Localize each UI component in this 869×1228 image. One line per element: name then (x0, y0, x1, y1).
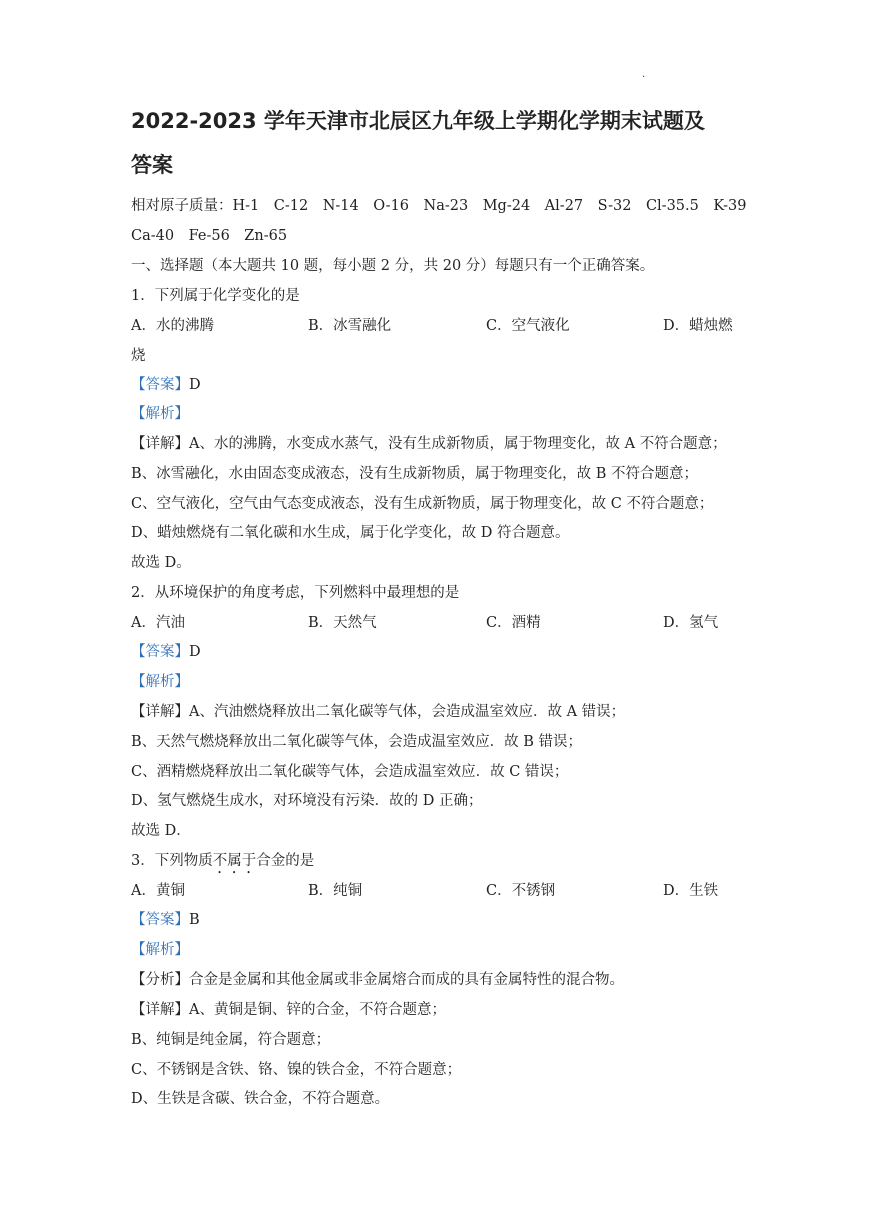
q1-detail-line (131, 434, 727, 454)
q1-detail-line: D、蜡烛燃烧有二氧化碳和水生成，属于化学变化，故 D 符合题意。 (131, 525, 570, 541)
q3-stem-prefix: 3．下列物质 (131, 853, 213, 869)
q2-option-a: A．汽油 (131, 615, 185, 631)
q3-detail-line (131, 1000, 446, 1020)
detail-text: A、水的沸腾，水变成水蒸气，没有生成新物质，属于物理变化，故 A 不符合题意； (189, 436, 727, 452)
atomic-mass-line2: Ca-40 Fe-56 Zn-65 (131, 228, 288, 244)
q3-detail-line: C、不锈钢是含铁、铬、镍的铁合金，不符合题意； (131, 1062, 462, 1078)
q1-option-c: C．空气液化 (486, 318, 570, 334)
q2-detail-line: B、天然气燃烧释放出二氧化碳等气体，会造成温室效应．故 B 错误； (131, 734, 583, 750)
answer-value: D (189, 377, 201, 393)
doc-title-line1: 2022-2023 学年天津市北辰区九年级上学期化学期末试题及 (131, 109, 705, 133)
atomic-mass-line1: 相对原子质量：H-1 C-12 N-14 O-16 Na-23 Mg-24 Al-27 S-32 Cl-35.5 K-39 (131, 198, 747, 214)
q2-option-d: D．氢气 (663, 615, 719, 631)
q2-analysis (131, 672, 189, 692)
q3-option-d: D．生铁 (663, 883, 719, 899)
q1-option-wrap: 烧 (131, 348, 146, 364)
analysis-tag: 【解析】 (131, 674, 189, 690)
detail-text: A、黄铜是铜、锌的合金，不符合题意； (189, 1002, 446, 1018)
q1-option-b: B．冰雪融化 (308, 318, 392, 334)
q2-answer (131, 642, 201, 662)
q2-detail-line: C、酒精燃烧释放出二氧化碳等气体，会造成温室效应．故 C 错误； (131, 764, 569, 780)
answer-tag: 【答案】 (131, 377, 189, 393)
q2-stem: 2．从环境保护的角度考虑，下列燃料中最理想的是 (131, 585, 460, 601)
detail-text: A、汽油燃烧释放出二氧化碳等气体，会造成温室效应．故 A 错误； (189, 704, 626, 720)
section-heading: 一、选择题（本大题共 10 题，每小题 2 分，共 20 分）每题只有一个正确答案。 (131, 258, 655, 274)
q2-option-c: C．酒精 (486, 615, 541, 631)
q3-detail-line: B、纯铜是纯金属，符合题意； (131, 1032, 331, 1048)
q2-conclusion: 故选 D． (131, 823, 191, 839)
q1-detail-line: B、冰雪融化，水由固态变成液态，没有生成新物质，属于物理变化，故 B 不符合题意； (131, 466, 699, 482)
q1-option-d: D．蜡烛燃 (663, 318, 733, 334)
q3-detail-line: D、生铁是含碳、铁合金，不符合题意。 (131, 1091, 390, 1107)
q3-stem-suffix: 合金的是 (256, 853, 315, 869)
analysis-sub-tag: 【分析】 (131, 972, 189, 988)
detail-tag: 【详解】 (131, 436, 189, 452)
q3-analysis-text (131, 970, 624, 990)
answer-value: D (189, 644, 201, 660)
answer-tag: 【答案】 (131, 912, 189, 928)
q1-stem: 1．下列属于化学变化的是 (131, 288, 300, 304)
analysis-text: 合金是金属和其他金属或非金属熔合而成的具有金属特性的混合物。 (189, 972, 624, 988)
q1-detail-line: C、空气液化，空气由气态变成液态，没有生成新物质，属于物理变化，故 C 不符合题意； (131, 496, 714, 512)
q2-detail-line: D、氢气燃烧生成水，对环境没有污染．故的 D 正确； (131, 793, 483, 809)
doc-title-line2: 答案 (131, 153, 173, 177)
q1-answer (131, 375, 201, 395)
answer-value: B (189, 912, 200, 928)
analysis-tag: 【解析】 (131, 406, 189, 422)
q1-option-a: A．水的沸腾 (131, 318, 214, 334)
detail-tag: 【详解】 (131, 1002, 189, 1018)
detail-tag: 【详解】 (131, 704, 189, 720)
q2-option-b: B．天然气 (308, 615, 377, 631)
q1-analysis (131, 404, 189, 424)
q3-option-c: C．不锈钢 (486, 883, 556, 899)
q3-option-b: B．纯铜 (308, 883, 363, 899)
corner-mark: · (642, 72, 646, 83)
q3-stem-emphasis: 不属于 (212, 853, 257, 869)
q2-detail-line (131, 702, 625, 722)
q3-answer (131, 910, 200, 930)
answer-tag: 【答案】 (131, 644, 189, 660)
q3-stem (131, 851, 314, 877)
analysis-tag: 【解析】 (131, 942, 189, 958)
q3-analysis (131, 940, 189, 960)
q3-option-a: A．黄铜 (131, 883, 185, 899)
q1-conclusion: 故选 D。 (131, 555, 191, 571)
